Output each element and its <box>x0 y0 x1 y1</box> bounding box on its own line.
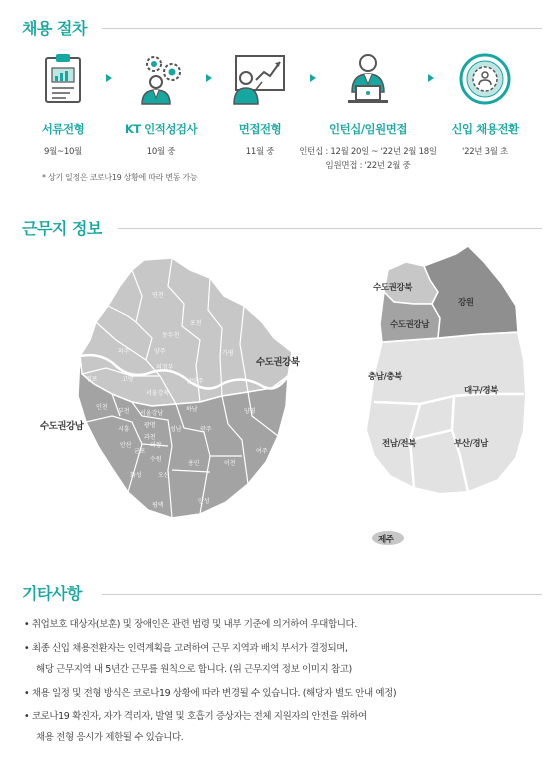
metro-label-incheon: 인천 <box>96 404 108 411</box>
step-date-5: '22년 3월 초 <box>462 147 508 157</box>
etc-title: 기타사항 <box>22 584 82 603</box>
korea-chungcheong-label: 충남/충북 <box>368 372 402 382</box>
korea-daegu-label: 대구/경북 <box>464 386 498 396</box>
etc-line-5: • 코로나19 확진자, 자가 격리자, 발열 및 호흡기 증상자는 전체 지원자의 안전을 위하여 <box>24 711 367 722</box>
arrow-right-icon <box>428 74 434 82</box>
metro-label-gwangmyeong: 광명 <box>144 422 156 429</box>
metro-label-icheon: 이천 <box>224 460 236 467</box>
metro-label-hwaseong: 화성 <box>130 472 142 479</box>
metro-label-yangju: 양주 <box>154 348 166 355</box>
step-date-4b: 임원면접 : '22년 2월 중 <box>325 161 411 171</box>
step-name-2: KT 인적성검사 <box>124 122 198 136</box>
arrow-right-icon <box>106 74 112 82</box>
person-laptop-icon <box>344 52 392 106</box>
metro-label-uijeongbu: 의정부 <box>156 364 174 371</box>
metro-label-hanam: 하남 <box>186 406 198 413</box>
arrow-right-icon <box>206 74 212 82</box>
schedule-note: * 상기 일정은 코로나19 상황에 따라 변동 가능 <box>42 173 198 182</box>
step-date-3: 11월 중 <box>245 147 275 157</box>
metro-label-gunpo: 군포 <box>134 448 146 455</box>
metro-label-gwacheon: 과천 <box>144 434 156 441</box>
step-name-4: 인턴십/임원면접 <box>329 122 407 136</box>
step-name-3: 면접전형 <box>238 122 282 136</box>
step-name-1: 서류전형 <box>41 122 85 136</box>
metro-label-dongducheon: 동두천 <box>162 332 180 339</box>
metro-label-uiwang: 의왕 <box>150 442 162 449</box>
metro-label-yangpyeong: 양평 <box>244 408 256 415</box>
etc-line-2: • 최종 신입 채용전환자는 인력계획을 고려하여 근무 지역과 배치 부서가 결정되며, <box>24 643 348 654</box>
korea-north-label: 수도권강북 <box>373 283 413 293</box>
metro-label-goyang: 고양 <box>122 376 134 383</box>
metro-label-bucheon: 부천 <box>118 408 130 415</box>
metro-label-osan: 오산 <box>158 472 170 479</box>
etc-line-1: • 취업보호 대상자(보훈) 및 장애인은 관련 법령 및 내부 기준에 의거하여 우대합니다. <box>24 619 357 630</box>
workplace-divider <box>118 228 542 229</box>
metro-label-paju: 파주 <box>118 348 130 355</box>
workplace-title: 근무지 정보 <box>22 219 102 238</box>
metro-label-gapyeong: 가평 <box>222 350 234 357</box>
korea-south-label: 수도권강남 <box>390 320 430 330</box>
metro-south-label: 수도권강남 <box>40 421 84 432</box>
metro-label-gimpo: 김포 <box>86 376 98 383</box>
metro-label-seoul-north: 서울강북 <box>146 390 170 397</box>
metro-label-namyangju: 남양주 <box>186 378 204 385</box>
arrow-right-icon <box>310 74 316 82</box>
process-divider <box>102 28 542 29</box>
korea-jeju-label: 제주 <box>378 535 394 545</box>
presentation-board-icon <box>232 52 288 106</box>
metro-label-suwon: 수원 <box>150 456 162 463</box>
person-gears-icon <box>134 52 188 106</box>
metro-label-yongin: 용인 <box>188 460 200 467</box>
metro-label-siheung: 시흥 <box>118 426 130 433</box>
step-date-2: 10월 중 <box>146 147 176 157</box>
etc-line-3: 해당 근무지역 내 5년간 근무를 원칙으로 합니다. (위 근무지역 정보 이미지 참고) <box>36 664 352 675</box>
metro-label-pyeongtaek: 평택 <box>152 502 164 509</box>
step-date-4: 인턴십 : 12월 20일 ~ '22년 2월 18일 <box>299 147 437 157</box>
metro-label-pocheon: 포천 <box>190 320 202 327</box>
metro-north-label: 수도권강북 <box>256 357 300 368</box>
korea-jeolla-label: 전남/전북 <box>382 439 416 449</box>
metro-label-ansan: 안산 <box>120 442 132 449</box>
etc-line-6: 채용 전형 응시가 제한될 수 있습니다. <box>36 732 184 743</box>
korea-busan-label: 부산/경남 <box>454 439 488 449</box>
person-circle-icon <box>458 52 512 106</box>
korea-gangwon-label: 강원 <box>458 298 474 308</box>
metro-label-seongnam: 성남 <box>170 426 182 433</box>
etc-divider <box>102 594 542 595</box>
etc-line-4: • 채용 일정 및 전형 방식은 코로나19 상황에 따라 변경될 수 있습니다. (해당자 별도 안내 예정) <box>24 688 397 699</box>
metro-label-yeoju: 여주 <box>256 448 268 455</box>
process-title: 채용 절차 <box>22 19 87 38</box>
metro-label-gwangju: 광주 <box>200 426 212 433</box>
metro-label-anseong: 안성 <box>198 498 210 505</box>
step-date-1: 9월~10월 <box>44 147 82 157</box>
metro-label-seoul-south: 서울강남 <box>140 410 164 417</box>
metro-area-map <box>72 256 302 526</box>
step-name-5: 신입 채용전환 <box>451 122 519 136</box>
metro-label-yeoncheon: 연천 <box>152 292 164 299</box>
document-chart-icon <box>42 52 84 106</box>
